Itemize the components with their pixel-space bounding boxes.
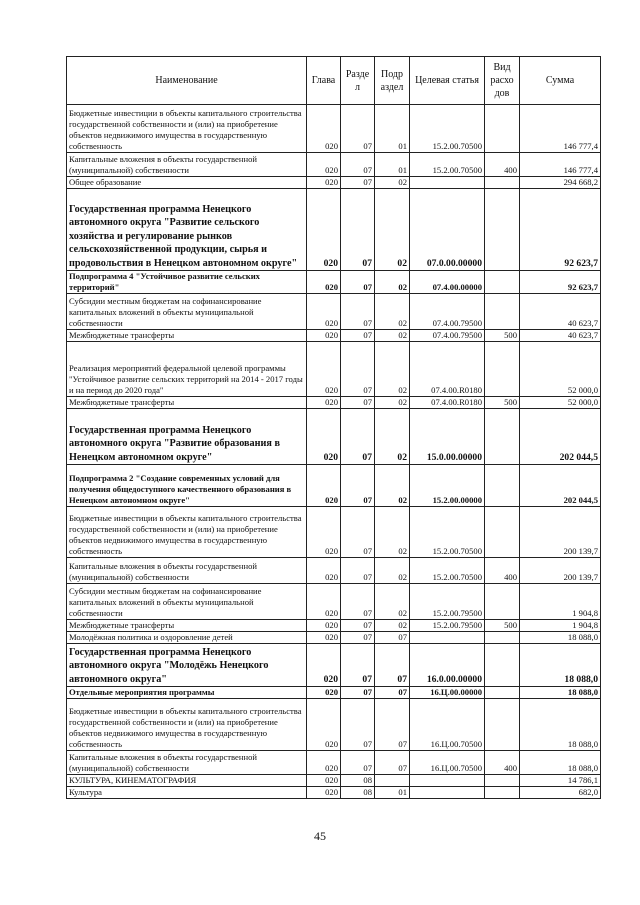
table-row: [67, 507, 601, 558]
row-name: КУЛЬТУРА, КИНЕМАТОГРАФИЯ: [67, 775, 307, 787]
row-podrazdel: 02: [375, 409, 410, 465]
row-name: Субсидии местным бюджетам на софинансирование капитальных вложений в объекты муниципальной собственности: [67, 294, 307, 330]
row-vid: 500: [485, 620, 520, 632]
row-sum: 14 786,1: [520, 775, 601, 787]
table-row: [67, 409, 601, 465]
row-glava: 020: [307, 751, 341, 775]
row-razdel: 07: [341, 397, 375, 409]
row-razdel: 07: [341, 699, 375, 751]
row-podrazdel: 02: [375, 189, 410, 271]
col-header-vid: Вид расхо дов: [485, 57, 520, 105]
row-vid: [485, 105, 520, 153]
row-glava: 020: [307, 507, 341, 558]
row-name: Межбюджетные трансферты: [67, 397, 307, 409]
row-name: Субсидии местным бюджетам на софинансирование капитальных вложений в объекты муниципальной собственности: [67, 584, 307, 620]
row-razdel: 07: [341, 644, 375, 687]
row-podrazdel: 02: [375, 397, 410, 409]
table-row: [67, 699, 601, 751]
table-header-row: [67, 57, 601, 105]
row-name: Капитальные вложения в объекты государственной (муниципальной) собственности: [67, 751, 307, 775]
row-name: Межбюджетные трансферты: [67, 330, 307, 342]
row-name: Отдельные мероприятия программы: [67, 687, 307, 699]
table-row: [67, 465, 601, 507]
row-vid: [485, 189, 520, 271]
row-vid: [485, 507, 520, 558]
col-header-glava: Глава: [307, 57, 341, 105]
row-vid: [485, 465, 520, 507]
row-podrazdel: 01: [375, 787, 410, 799]
row-target: 16.0.00.00000: [410, 644, 485, 687]
row-razdel: 07: [341, 409, 375, 465]
row-glava: 020: [307, 189, 341, 271]
row-name: Бюджетные инвестиции в объекты капитального строительства государственной собственности и (или) на приобретение объектов недвижимого имущества в государственную собственность: [67, 105, 307, 153]
row-target: 15.2.00.79500: [410, 620, 485, 632]
row-razdel: 07: [341, 271, 375, 294]
row-sum: 1 904,8: [520, 620, 601, 632]
row-glava: 020: [307, 632, 341, 644]
row-razdel: 07: [341, 177, 375, 189]
col-header-sum: Сумма: [520, 57, 601, 105]
row-razdel: 07: [341, 558, 375, 584]
row-sum: 92 623,7: [520, 271, 601, 294]
row-podrazdel: 02: [375, 507, 410, 558]
table-row: [67, 294, 601, 330]
row-target: 16.Ц.00.00000: [410, 687, 485, 699]
table-row: [67, 584, 601, 620]
row-sum: 1 904,8: [520, 584, 601, 620]
row-sum: 52 000,0: [520, 342, 601, 397]
row-target: [410, 632, 485, 644]
row-target: 07.4.00.79500: [410, 330, 485, 342]
row-glava: 020: [307, 775, 341, 787]
row-podrazdel: 02: [375, 342, 410, 397]
table-row: [67, 271, 601, 294]
row-vid: 400: [485, 751, 520, 775]
row-glava: 020: [307, 584, 341, 620]
table-row: [67, 787, 601, 799]
row-name: Подпрограмма 4 "Устойчивое развитие сельских территорий": [67, 271, 307, 294]
row-sum: 18 088,0: [520, 644, 601, 687]
row-sum: 202 044,5: [520, 465, 601, 507]
table-row: [67, 397, 601, 409]
row-sum: 200 139,7: [520, 558, 601, 584]
row-vid: 500: [485, 397, 520, 409]
row-sum: 146 777,4: [520, 153, 601, 177]
row-vid: [485, 294, 520, 330]
row-name: Реализация мероприятий федеральной целевой программы "Устойчивое развитие сельских территорий на 2014 - 2017 годы и на период до 2020 года": [67, 342, 307, 397]
row-vid: 500: [485, 330, 520, 342]
row-name: Бюджетные инвестиции в объекты капитального строительства государственной собственности и (или) на приобретение объектов недвижимого имущества в государственную собственность: [67, 507, 307, 558]
row-sum: 294 668,2: [520, 177, 601, 189]
row-vid: [485, 687, 520, 699]
row-glava: 020: [307, 153, 341, 177]
row-target: 15.2.00.70500: [410, 558, 485, 584]
row-name: Капитальные вложения в объекты государственной (муниципальной) собственности: [67, 558, 307, 584]
row-glava: 020: [307, 105, 341, 153]
row-razdel: 07: [341, 105, 375, 153]
row-sum: 18 088,0: [520, 751, 601, 775]
row-name: Молодёжная политика и оздоровление детей: [67, 632, 307, 644]
table-row: [67, 632, 601, 644]
table-row: [67, 775, 601, 787]
row-glava: 020: [307, 397, 341, 409]
row-sum: 18 088,0: [520, 699, 601, 751]
row-podrazdel: 02: [375, 558, 410, 584]
row-podrazdel: 07: [375, 751, 410, 775]
row-vid: [485, 584, 520, 620]
row-razdel: 07: [341, 687, 375, 699]
row-podrazdel: 02: [375, 177, 410, 189]
row-podrazdel: [375, 775, 410, 787]
col-header-razdel: Разде л: [341, 57, 375, 105]
row-podrazdel: 02: [375, 620, 410, 632]
table-row: [67, 330, 601, 342]
row-vid: 400: [485, 153, 520, 177]
row-target: 07.0.00.00000: [410, 189, 485, 271]
row-glava: 020: [307, 699, 341, 751]
row-razdel: 07: [341, 153, 375, 177]
row-name: Бюджетные инвестиции в объекты капитального строительства государственной собственности и (или) на приобретение объектов недвижимого имущества в государственную собственность: [67, 699, 307, 751]
row-target: 16.Ц.00.70500: [410, 699, 485, 751]
row-sum: 40 623,7: [520, 294, 601, 330]
row-razdel: 07: [341, 465, 375, 507]
row-podrazdel: 02: [375, 271, 410, 294]
row-name: Культура: [67, 787, 307, 799]
table-row: [67, 177, 601, 189]
row-glava: 020: [307, 620, 341, 632]
row-podrazdel: 07: [375, 632, 410, 644]
row-glava: 020: [307, 294, 341, 330]
table-row: [67, 105, 601, 153]
table-row: [67, 620, 601, 632]
budget-table: [66, 56, 601, 799]
row-razdel: 07: [341, 584, 375, 620]
row-target: 15.2.00.79500: [410, 584, 485, 620]
row-podrazdel: 07: [375, 644, 410, 687]
row-vid: [485, 787, 520, 799]
row-sum: 200 139,7: [520, 507, 601, 558]
row-vid: [485, 644, 520, 687]
row-razdel: 07: [341, 507, 375, 558]
row-podrazdel: 02: [375, 330, 410, 342]
row-razdel: 08: [341, 775, 375, 787]
row-name: Межбюджетные трансферты: [67, 620, 307, 632]
row-target: 16.Ц.00.70500: [410, 751, 485, 775]
row-sum: 146 777,4: [520, 105, 601, 153]
row-sum: 92 623,7: [520, 189, 601, 271]
row-vid: [485, 632, 520, 644]
row-razdel: 07: [341, 751, 375, 775]
row-glava: 020: [307, 644, 341, 687]
row-target: 07.4.00.R0180: [410, 397, 485, 409]
row-target: 07.4.00.00000: [410, 271, 485, 294]
row-razdel: 07: [341, 330, 375, 342]
row-vid: [485, 775, 520, 787]
table-row: [67, 751, 601, 775]
row-name: Подпрограмма 2 "Создание современных условий для получения общедоступного качественного образования в Ненецком автономном округе": [67, 465, 307, 507]
row-glava: 020: [307, 271, 341, 294]
table-row: [67, 342, 601, 397]
row-podrazdel: 01: [375, 105, 410, 153]
row-podrazdel: 07: [375, 699, 410, 751]
row-glava: 020: [307, 409, 341, 465]
row-sum: 40 623,7: [520, 330, 601, 342]
row-glava: 020: [307, 787, 341, 799]
row-razdel: 07: [341, 189, 375, 271]
row-sum: 52 000,0: [520, 397, 601, 409]
row-glava: 020: [307, 558, 341, 584]
row-sum: 202 044,5: [520, 409, 601, 465]
row-name: Общее образование: [67, 177, 307, 189]
table-row: [67, 644, 601, 687]
row-razdel: 07: [341, 632, 375, 644]
table-row: [67, 558, 601, 584]
col-header-target: Целевая статья: [410, 57, 485, 105]
row-vid: [485, 342, 520, 397]
row-target: [410, 787, 485, 799]
row-vid: 400: [485, 558, 520, 584]
table-row: [67, 153, 601, 177]
row-sum: 18 088,0: [520, 687, 601, 699]
row-glava: 020: [307, 687, 341, 699]
row-vid: [485, 177, 520, 189]
row-glava: 020: [307, 330, 341, 342]
row-razdel: 07: [341, 620, 375, 632]
page-number: 45: [314, 829, 326, 843]
row-target: 07.4.00.R0180: [410, 342, 485, 397]
row-glava: 020: [307, 342, 341, 397]
row-target: 15.2.00.00000: [410, 465, 485, 507]
row-target: 15.0.00.00000: [410, 409, 485, 465]
row-sum: 682,0: [520, 787, 601, 799]
col-header-name: Наименование: [67, 57, 307, 105]
row-target: 15.2.00.70500: [410, 507, 485, 558]
row-vid: [485, 699, 520, 751]
row-razdel: 07: [341, 342, 375, 397]
row-sum: 18 088,0: [520, 632, 601, 644]
row-name: Государственная программа Ненецкого автономного округа "Развитие образования в Ненецком автономном округе": [67, 409, 307, 465]
row-podrazdel: 01: [375, 153, 410, 177]
row-target: [410, 177, 485, 189]
row-target: 15.2.00.70500: [410, 153, 485, 177]
row-target: 15.2.00.70500: [410, 105, 485, 153]
table-row: [67, 189, 601, 271]
row-name: Государственная программа Ненецкого автономного округа "Развитие сельского хозяйства и регулирование рынков сельскохозяйственной продукции, сырья и продовольствия в Ненецком автономном округе": [67, 189, 307, 271]
row-glava: 020: [307, 177, 341, 189]
row-podrazdel: 07: [375, 687, 410, 699]
col-header-podrazdel: Подр аздел: [375, 57, 410, 105]
row-podrazdel: 02: [375, 584, 410, 620]
row-vid: [485, 271, 520, 294]
row-podrazdel: 02: [375, 294, 410, 330]
row-target: [410, 775, 485, 787]
row-target: 07.4.00.79500: [410, 294, 485, 330]
row-razdel: 07: [341, 294, 375, 330]
row-podrazdel: 02: [375, 465, 410, 507]
row-glava: 020: [307, 465, 341, 507]
row-name: Капитальные вложения в объекты государственной (муниципальной) собственности: [67, 153, 307, 177]
row-vid: [485, 409, 520, 465]
table-row: [67, 687, 601, 699]
row-razdel: 08: [341, 787, 375, 799]
row-name: Государственная программа Ненецкого автономного округа "Молодёжь Ненецкого автономного округа": [67, 644, 307, 687]
